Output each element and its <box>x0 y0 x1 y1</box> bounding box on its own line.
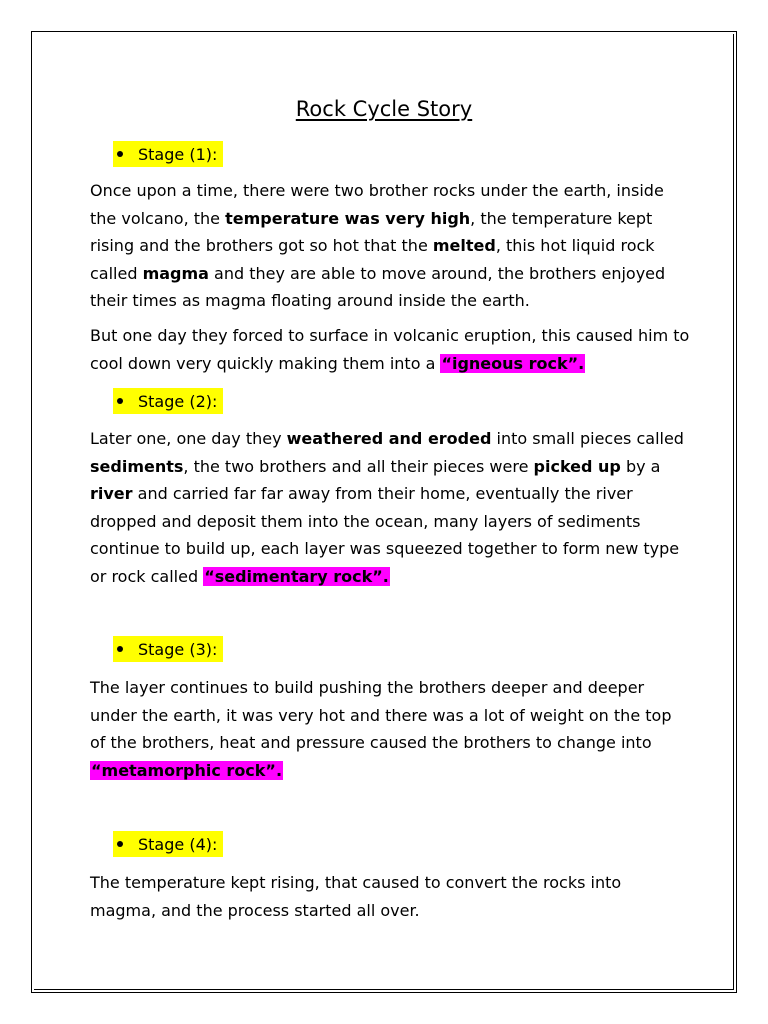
text-segment: , the two brothers and all their pieces were <box>183 456 534 476</box>
text-segment: and they are able to move around, the brothers enjoyed their times as magma floating around inside the earth. <box>90 263 666 310</box>
text-segment: Once upon a time, there were two brother rocks under the earth, inside the volcano, the <box>90 181 664 228</box>
stage-2-highlight <box>113 388 223 414</box>
stage-3-label: Stage (3): <box>138 639 218 659</box>
stage-2-paragraph-1 <box>90 425 690 590</box>
stage-1-heading <box>113 141 223 167</box>
bold-term: melted <box>432 236 496 255</box>
bold-term: sediments <box>90 456 184 476</box>
text-segment: But one day they forced to surface in volcanic eruption, this caused him to cool down very quickly making them into a <box>90 326 690 373</box>
text-segment: and carried far far away from their home, eventually the river dropped and deposit them into the ocean, many layers of sediments continue to build up, each layer was squeezed together to form new type or rock called <box>90 484 680 586</box>
bullet-icon <box>117 151 123 157</box>
bold-term: magma <box>142 263 209 283</box>
stage-1-highlight <box>113 141 223 167</box>
stage-3-heading <box>113 636 223 662</box>
text-segment: The layer continues to build pushing the brothers deeper and deeper under the earth, it was very hot and there was a lot of weight on the top of the brothers, heat and pressure caused the brothers to change into <box>90 678 672 752</box>
text-segment: , this hot liquid rock called <box>90 236 655 283</box>
highlighted-term: “igneous rock”. <box>441 353 585 373</box>
text-segment: by a <box>620 456 661 476</box>
stage-1-paragraph-1 <box>90 177 690 315</box>
stage-2-heading <box>113 388 223 414</box>
stage-3-highlight <box>113 636 223 662</box>
bold-term: weathered and eroded <box>286 429 492 448</box>
stage-1-paragraph-2 <box>90 322 690 377</box>
stage-4-heading <box>113 831 223 857</box>
stage-2-label: Stage (2): <box>138 391 218 411</box>
bullet-icon <box>117 398 123 404</box>
bullet-icon <box>117 646 123 652</box>
stage-3-paragraph-1 <box>90 674 690 784</box>
bold-term: picked up <box>533 456 621 476</box>
text-segment: Later one, one day they <box>90 429 287 448</box>
text-segment: , the temperature kept rising and the brothers got so hot that the <box>90 208 653 255</box>
highlighted-term: “sedimentary rock”. <box>204 566 389 586</box>
stage-4-paragraph-1 <box>90 869 690 924</box>
stage-4-label: Stage (4): <box>138 834 218 854</box>
stage-4-highlight <box>113 831 223 857</box>
text-segment: The temperature kept rising, that caused to convert the rocks into magma, and the process started all over. <box>90 873 622 920</box>
bold-term: temperature was very high <box>225 208 471 228</box>
stage-1-label: Stage (1): <box>138 144 218 164</box>
document-title: Rock Cycle Story <box>295 97 473 121</box>
bullet-icon <box>117 841 123 847</box>
bold-term: river <box>90 484 133 503</box>
text-segment: into small pieces called <box>491 429 684 448</box>
highlighted-term: “metamorphic rock”. <box>91 760 283 780</box>
